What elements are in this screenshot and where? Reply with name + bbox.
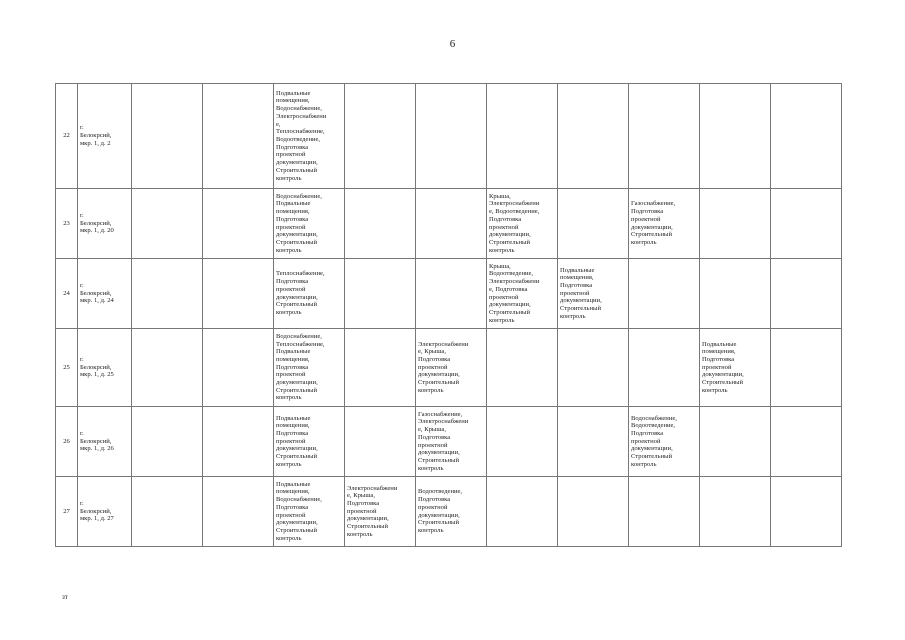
work-cell: Подвальные помещения, Подготовка проектной документации, Строительный контроль bbox=[700, 329, 771, 407]
table-row bbox=[56, 329, 842, 407]
row-number: 22 bbox=[56, 84, 78, 189]
work-cell bbox=[203, 329, 274, 407]
work-cell bbox=[558, 477, 629, 547]
works-table bbox=[55, 83, 842, 547]
work-cell bbox=[132, 329, 203, 407]
work-cell bbox=[487, 477, 558, 547]
address-cell: г. Белокрсий, мкр. 1, д. 27 bbox=[78, 477, 132, 547]
work-cell: Теплоснабжение, Подготовка проектной документации, Строительный контроль bbox=[274, 259, 345, 329]
work-cell: Водоснабжение, Водоотведение, Подготовка проектной документации, Строительный контроль bbox=[629, 407, 700, 477]
work-cell bbox=[700, 84, 771, 189]
work-cell: Подвальные помещения, Водоснабжение, Электроснабжени е, Теплоснабжение, Водоотведение, Подготовка проектной документации, Строительный контроль bbox=[274, 84, 345, 189]
work-cell bbox=[132, 259, 203, 329]
address-cell: г. Белокрсий, мкр. 1, д. 24 bbox=[78, 259, 132, 329]
address-cell: г. Белокрсий, мкр. 1, д. 20 bbox=[78, 189, 132, 259]
work-cell bbox=[558, 407, 629, 477]
work-cell bbox=[629, 259, 700, 329]
table-row bbox=[56, 407, 842, 477]
row-number: 27 bbox=[56, 477, 78, 547]
work-cell bbox=[771, 189, 842, 259]
work-cell bbox=[771, 477, 842, 547]
work-cell: Электроснабжени е, Крыша, Подготовка проектной документации, Строительный контроль bbox=[345, 477, 416, 547]
work-cell bbox=[487, 84, 558, 189]
row-number: 23 bbox=[56, 189, 78, 259]
work-cell bbox=[771, 84, 842, 189]
work-cell: Крыша, Водоотведение, Электроснабжени е, Подготовка проектной документации, Строительный контроль bbox=[487, 259, 558, 329]
table-row bbox=[56, 189, 842, 259]
work-cell bbox=[700, 477, 771, 547]
work-cell bbox=[700, 407, 771, 477]
row-number: 24 bbox=[56, 259, 78, 329]
work-cell bbox=[132, 407, 203, 477]
work-cell bbox=[345, 189, 416, 259]
work-cell bbox=[345, 84, 416, 189]
work-cell bbox=[558, 84, 629, 189]
work-cell bbox=[487, 407, 558, 477]
work-cell bbox=[132, 477, 203, 547]
table-row bbox=[56, 259, 842, 329]
footer-code: зт bbox=[62, 593, 68, 601]
row-number: 25 bbox=[56, 329, 78, 407]
work-cell bbox=[345, 407, 416, 477]
work-cell: Газоснабжение, Подготовка проектной документации, Строительный контроль bbox=[629, 189, 700, 259]
work-cell bbox=[487, 329, 558, 407]
work-cell bbox=[203, 259, 274, 329]
work-cell: Электроснабжени е, Крыша, Подготовка проектной документации, Строительный контроль bbox=[416, 329, 487, 407]
work-cell bbox=[629, 84, 700, 189]
work-cell: Газоснабжение, Электроснабжени е, Крыша, Подготовка проектной документации, Строительный контроль bbox=[416, 407, 487, 477]
work-cell bbox=[416, 189, 487, 259]
page-number: 6 bbox=[449, 38, 456, 50]
work-cell bbox=[629, 477, 700, 547]
work-cell bbox=[558, 329, 629, 407]
work-cell bbox=[771, 259, 842, 329]
work-cell bbox=[345, 259, 416, 329]
work-cell bbox=[416, 84, 487, 189]
work-cell bbox=[203, 477, 274, 547]
work-cell bbox=[629, 329, 700, 407]
table-row bbox=[56, 84, 842, 189]
address-cell: г. Белокрсий, мкр. 1, д. 2 bbox=[78, 84, 132, 189]
work-cell: Водоотведение, Подготовка проектной документации, Строительный контроль bbox=[416, 477, 487, 547]
work-cell: Крыша, Электроснабжени е, Водоотведение, Подготовка проектной документации, Строительный контроль bbox=[487, 189, 558, 259]
work-cell bbox=[771, 329, 842, 407]
work-cell: Водоснабжение, Подвальные помещения, Подготовка проектной документации, Строительный контроль bbox=[274, 189, 345, 259]
address-cell: г. Белокрсий, мкр. 1, д. 25 bbox=[78, 329, 132, 407]
work-cell: Подвальные помещения, Подготовка проектной документации, Строительный контроль bbox=[274, 407, 345, 477]
work-cell bbox=[132, 84, 203, 189]
row-number: 26 bbox=[56, 407, 78, 477]
work-cell: Водоснабжение, Теплоснабжение, Подвальные помещения, Подготовка проектной документации, Строительный контроль bbox=[274, 329, 345, 407]
work-cell bbox=[203, 189, 274, 259]
work-cell bbox=[700, 189, 771, 259]
work-cell bbox=[771, 407, 842, 477]
work-cell bbox=[132, 189, 203, 259]
work-cell: Подвальные помещения, Подготовка проектной документации, Строительный контроль bbox=[558, 259, 629, 329]
address-cell: г. Белокрсий, мкр. 1, д. 26 bbox=[78, 407, 132, 477]
work-cell bbox=[558, 189, 629, 259]
work-cell bbox=[203, 84, 274, 189]
work-cell bbox=[345, 329, 416, 407]
work-cell bbox=[203, 407, 274, 477]
work-cell: Подвальные помещения, Водоснабжение, Подготовка проектной документации, Строительный контроль bbox=[274, 477, 345, 547]
work-cell bbox=[416, 259, 487, 329]
work-cell bbox=[700, 259, 771, 329]
table-row bbox=[56, 477, 842, 547]
